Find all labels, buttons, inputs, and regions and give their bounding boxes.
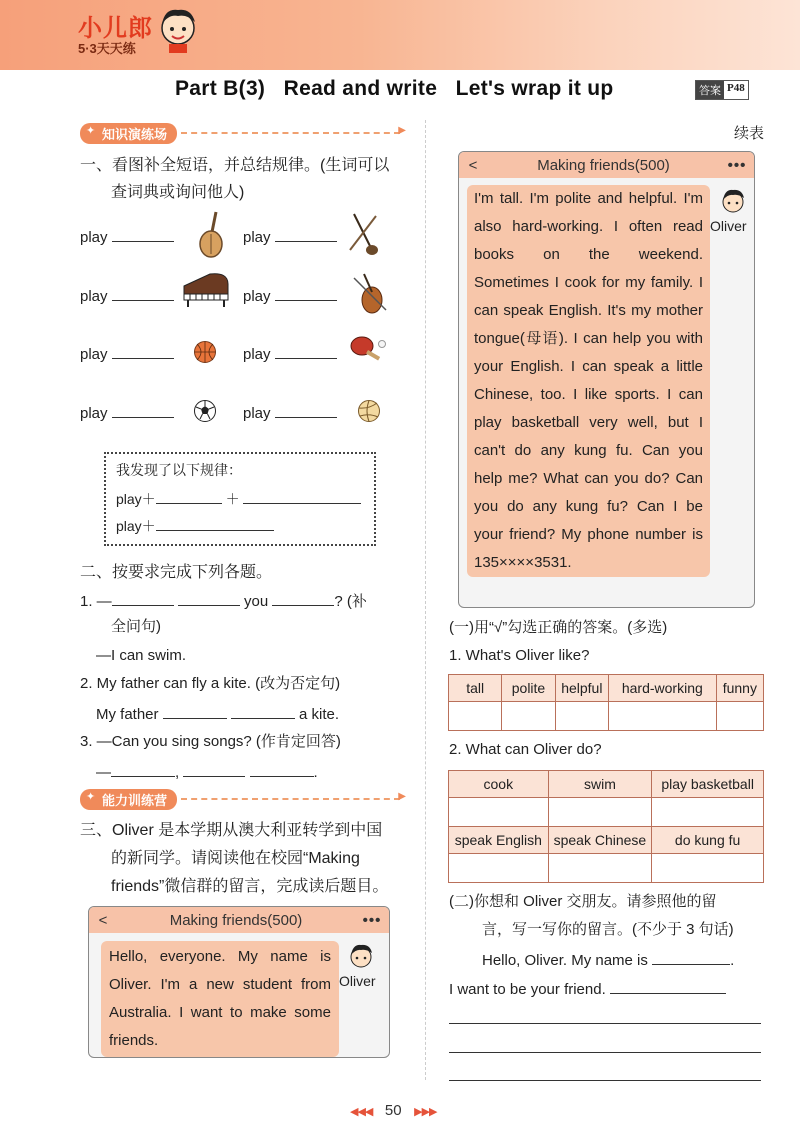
check-cell[interactable] <box>449 798 549 827</box>
play-item-2: play <box>243 227 337 247</box>
play-item-8: play <box>243 403 337 423</box>
answer-key-page: P48 <box>727 82 745 94</box>
q2-item-2: 2. My father can fly a kite. (改为否定句) <box>80 675 341 692</box>
more-icon[interactable]: ••• <box>727 156 747 174</box>
check-cell[interactable] <box>608 702 716 731</box>
q1-title: 一、看图补全短语，并总结规律。(生词可以 <box>80 157 390 174</box>
q1-title-cont: 查词典或询问他人) <box>111 184 245 201</box>
check-cell[interactable] <box>449 702 502 731</box>
option-cell: tall <box>449 675 502 702</box>
check-cell[interactable] <box>449 854 549 883</box>
pipa-icon <box>196 210 230 258</box>
avatar <box>347 941 375 971</box>
play-item-7: play <box>80 403 174 423</box>
answer-blank[interactable] <box>231 704 295 719</box>
answer-blank[interactable] <box>275 286 337 301</box>
q3-intro-1: 三、Oliver 是本学期从澳大利亚转学到中国 <box>80 822 383 839</box>
answer-blank[interactable] <box>178 591 240 606</box>
options-table-1 <box>448 674 764 731</box>
chat-title: Making friends(500) <box>537 156 670 174</box>
rule-blank[interactable] <box>156 489 222 504</box>
q2-item-3-answer: — , . <box>96 764 318 781</box>
q2-item-1-cont: 全问句) <box>111 618 161 635</box>
avatar-name: Oliver <box>339 973 376 989</box>
part1-title: (一)用“√”勾选正确的答案。(多选) <box>449 619 668 636</box>
part2-title-2: 言，写一写你的留言。(不少于 3 句话) <box>482 921 734 938</box>
option-cell: speak English <box>449 827 549 854</box>
piano-icon <box>180 268 232 308</box>
column-divider <box>425 120 426 1080</box>
check-cell[interactable] <box>652 798 764 827</box>
answer-blank[interactable] <box>112 227 174 242</box>
question-2: 2. What can Oliver do? <box>449 741 602 758</box>
chat-header <box>459 152 754 178</box>
page-title: Part B(3) Read and write Let's wrap it up <box>175 77 614 100</box>
writing-line[interactable] <box>449 1023 761 1024</box>
play-item-1: play <box>80 227 174 247</box>
play-item-4: play <box>243 286 337 306</box>
option-cell: speak Chinese <box>548 827 652 854</box>
chat-card-oliver <box>458 151 755 608</box>
check-cell[interactable] <box>548 854 652 883</box>
chat-title: Making friends(500) <box>169 911 303 929</box>
answer-blank[interactable] <box>111 762 175 777</box>
violin-icon <box>350 268 390 316</box>
option-cell: play basketball <box>652 771 764 798</box>
writing-line[interactable] <box>449 1052 761 1053</box>
avatar <box>719 186 747 216</box>
rule-title: 我发现了以下规律： <box>116 462 242 478</box>
section-tag-label: ✦ 能力训练营 <box>80 789 177 810</box>
answer-key-badge[interactable] <box>695 80 749 100</box>
chat-header <box>89 907 389 933</box>
answer-blank[interactable] <box>272 591 334 606</box>
volleyball-icon <box>357 399 381 423</box>
prev-arrows-icon: ◀◀◀ <box>350 1106 373 1118</box>
option-cell: hard-working <box>608 675 716 702</box>
answer-key-label: 答案 <box>696 81 724 99</box>
rule-blank[interactable] <box>243 489 361 504</box>
answer-blank[interactable] <box>163 704 227 719</box>
continued-label: 续表 <box>734 125 765 142</box>
mascot-icon <box>155 4 201 54</box>
page-footer <box>350 1102 437 1119</box>
write-line-1: Hello, Oliver. My name is . <box>482 952 735 969</box>
option-cell: polite <box>502 675 555 702</box>
section-tag-label: ✦ 知识演练场 <box>80 123 177 144</box>
q2-item-1-answer: —I can swim. <box>96 647 187 664</box>
q2-item-2-answer: My father a kite. <box>96 706 340 723</box>
next-arrows-icon: ▶▶▶ <box>414 1106 437 1118</box>
play-item-3: play <box>80 286 174 306</box>
back-icon[interactable]: < <box>98 911 108 929</box>
chat-bubble: Hello, everyone. My name is Oliver. I'm a new student from Australia. I want to make some friends. <box>101 941 339 1057</box>
brand-logo: 小儿郎 <box>78 15 153 42</box>
part2-title-1: (二)你想和 Oliver 交朋友。请参照他的留 <box>449 893 717 910</box>
q2-item-3: 3. —Can you sing songs? (作肯定回答) <box>80 733 341 750</box>
section-tag-training <box>80 789 400 809</box>
erhu-icon <box>346 210 382 258</box>
q3-intro-3: friends”微信群的留言，完成读后题目。 <box>111 878 389 895</box>
rule-line-1: play＋ ＋ <box>116 489 361 508</box>
q2-title: 二、按要求完成下列各题。 <box>80 564 273 581</box>
check-cell[interactable] <box>652 854 764 883</box>
page-number: 50 <box>384 1102 402 1119</box>
write-line-2: I want to be your friend. <box>449 979 726 999</box>
answer-blank[interactable] <box>275 227 337 242</box>
check-cell[interactable] <box>502 702 555 731</box>
back-icon[interactable]: < <box>468 156 478 174</box>
rule-line-2: play＋ <box>116 516 274 535</box>
answer-blank[interactable] <box>275 403 337 418</box>
check-cell[interactable] <box>548 798 652 827</box>
q3-intro-2: 的新同学。请阅读他在校园“Making <box>111 850 360 867</box>
avatar-name: Oliver <box>710 218 747 234</box>
section-tag-practice <box>80 123 400 143</box>
answer-blank[interactable] <box>275 344 337 359</box>
answer-blank[interactable] <box>610 979 726 994</box>
answer-blank[interactable] <box>112 403 174 418</box>
more-icon[interactable]: ••• <box>362 911 382 929</box>
check-cell[interactable] <box>555 702 608 731</box>
brand-subtitle: 5·3天天练 <box>78 41 136 56</box>
play-item-5: play <box>80 344 174 364</box>
chat-bubble: I'm tall. I'm polite and helpful. I'm also hard-working. I often read books on the weekend. Sometimes I cook for my family. I can speak English. It's my mother tongue(母语). I can help you with your English. I can speak a little Chinese, too. I like sports. I can play basketball very well, but I can't do any kung fu. Can you help me? What can you do? Can you do any kung fu? Can I be your friend? My phone number is 135××××3531. <box>467 185 710 577</box>
option-cell: cook <box>449 771 549 798</box>
option-cell: swim <box>548 771 652 798</box>
question-1: 1. What's Oliver like? <box>449 647 590 664</box>
chat-card-intro <box>88 906 390 1058</box>
answer-blank[interactable] <box>112 591 174 606</box>
options-table-2 <box>448 770 764 883</box>
play-item-6: play <box>243 344 337 364</box>
ping-pong-icon <box>346 334 390 368</box>
option-cell: helpful <box>555 675 608 702</box>
option-cell: funny <box>716 675 763 702</box>
basketball-icon <box>193 340 217 364</box>
answer-blank[interactable] <box>652 950 730 965</box>
option-cell: do kung fu <box>652 827 764 854</box>
soccer-ball-icon <box>193 399 217 423</box>
answer-blank[interactable] <box>183 762 245 777</box>
answer-blank[interactable] <box>112 344 174 359</box>
rule-blank[interactable] <box>156 516 274 531</box>
q2-item-1: 1. — you ? (补 <box>80 593 367 610</box>
answer-blank[interactable] <box>112 286 174 301</box>
check-cell[interactable] <box>716 702 763 731</box>
answer-blank[interactable] <box>250 762 314 777</box>
writing-line[interactable] <box>449 1080 761 1081</box>
